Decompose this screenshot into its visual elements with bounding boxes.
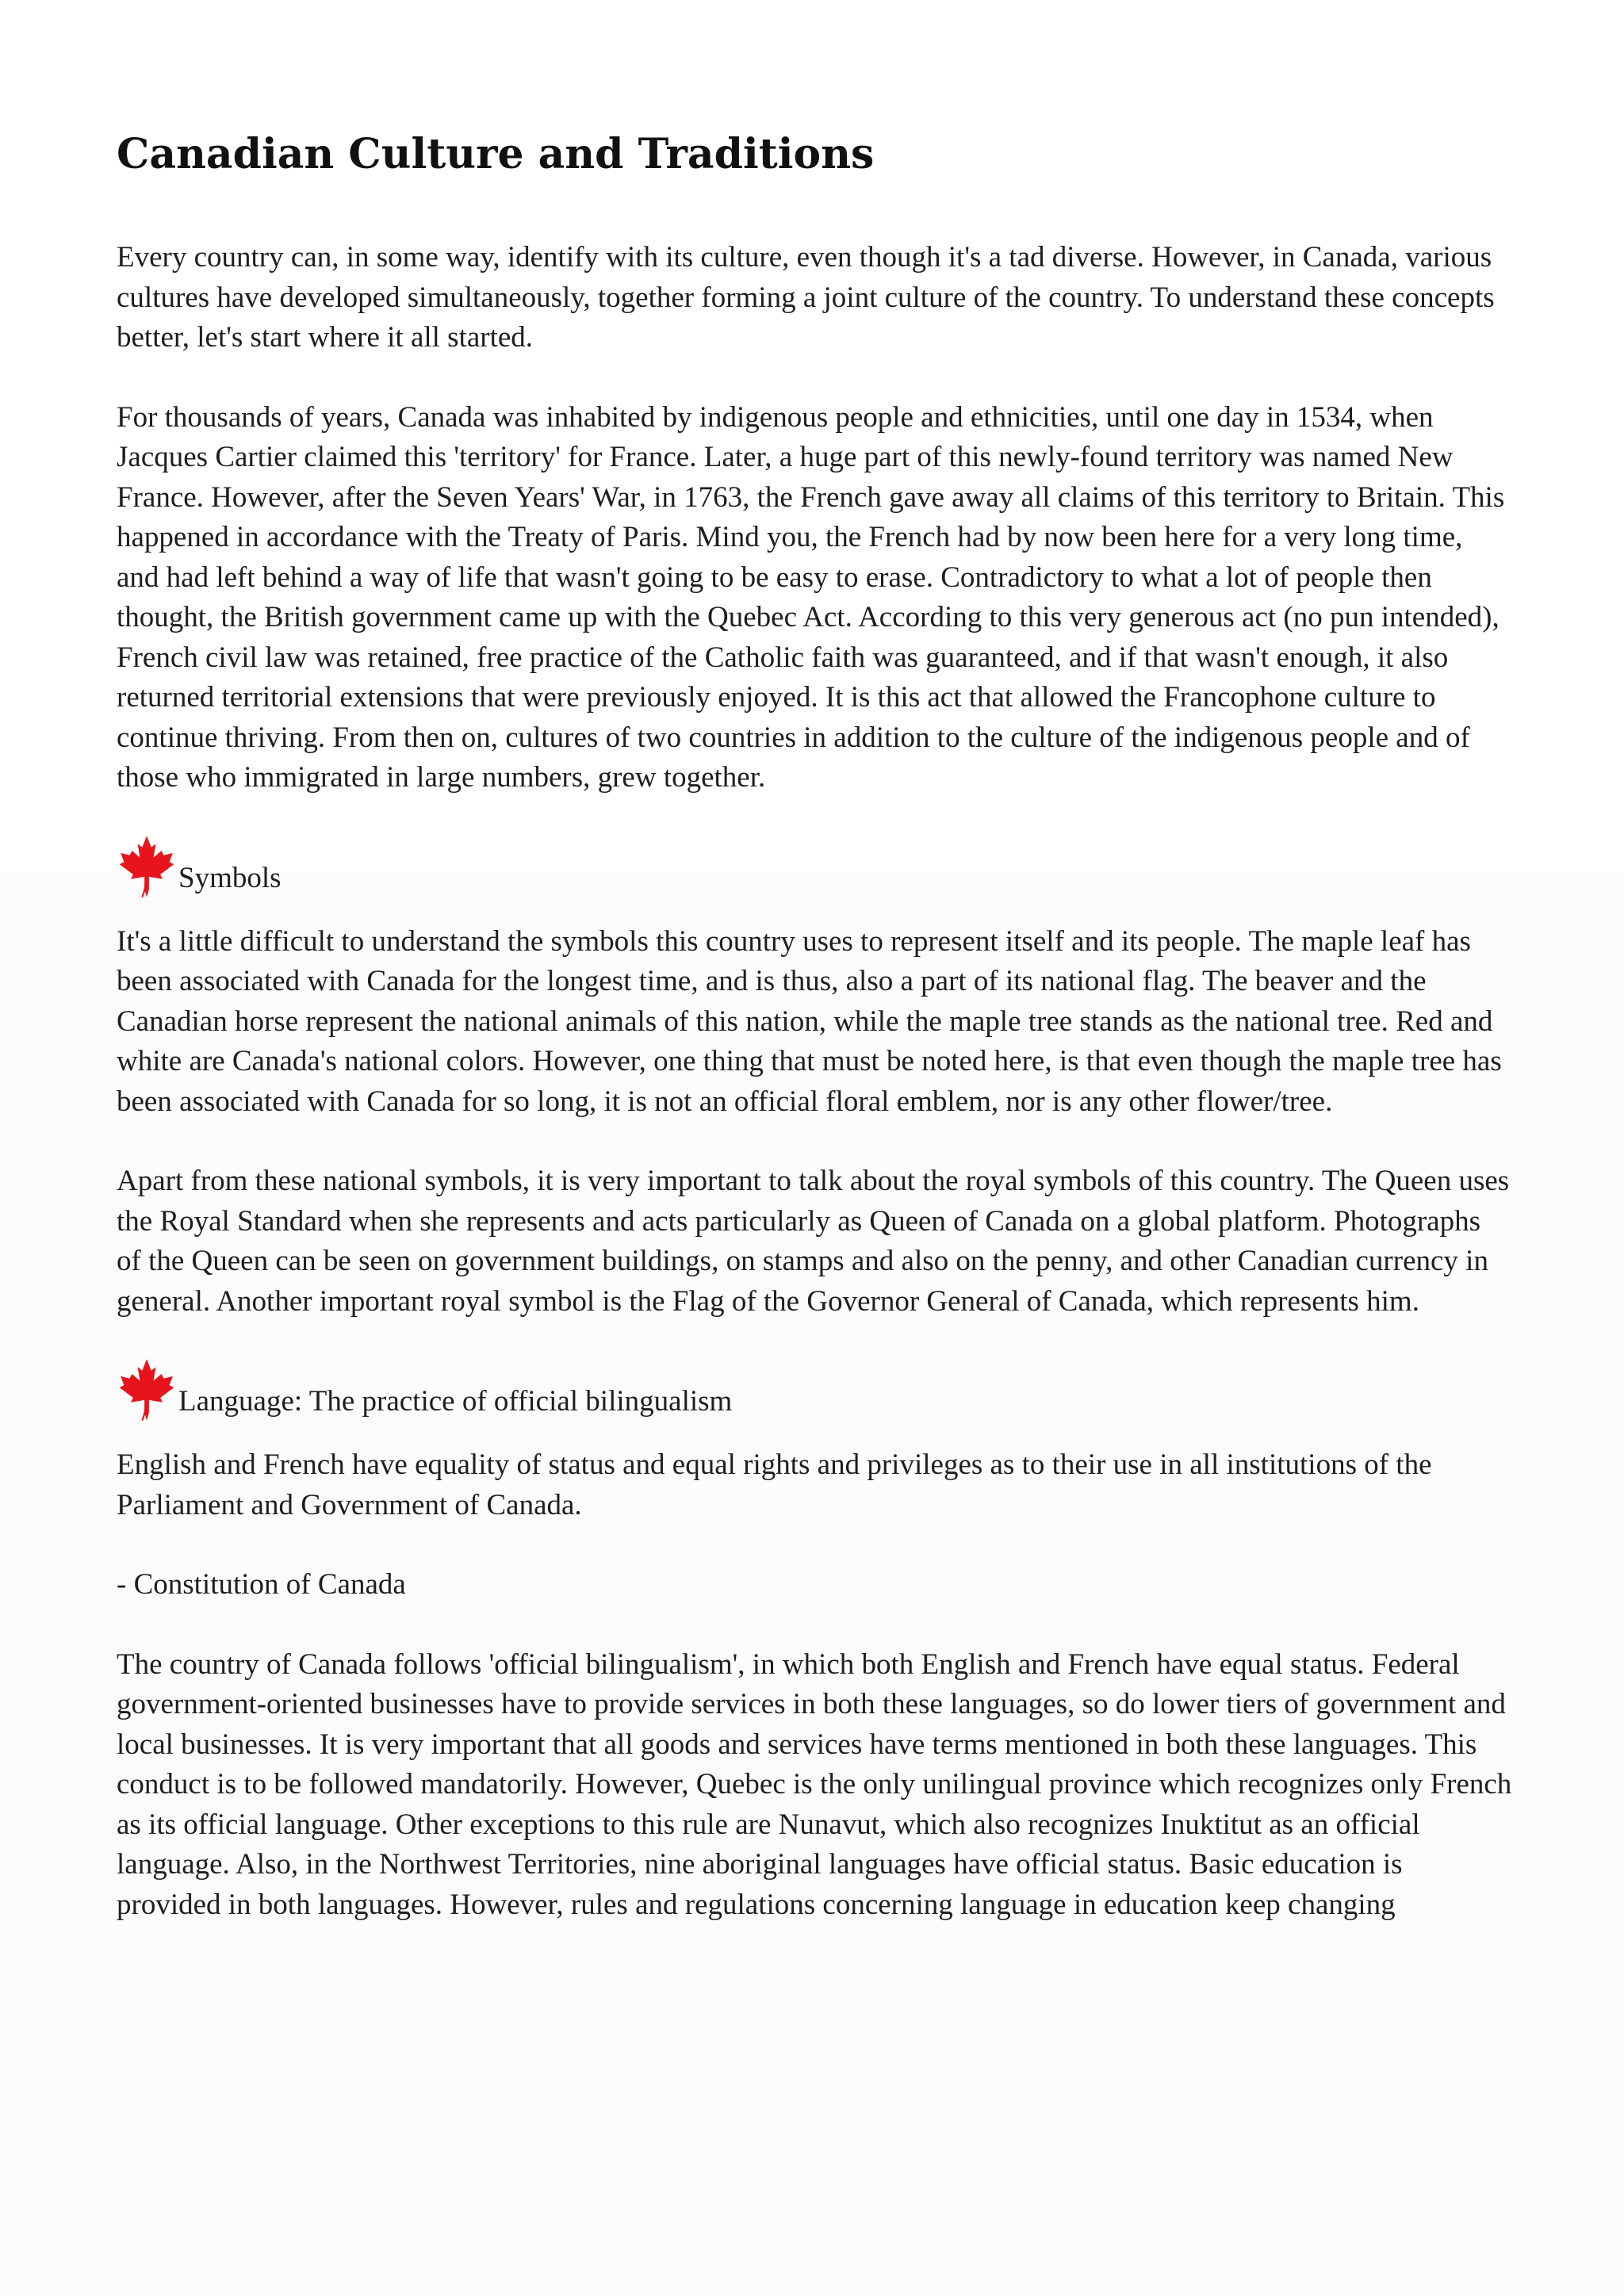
maple-leaf-icon (118, 1358, 175, 1422)
page-title: Canadian Culture and Traditions (117, 130, 875, 178)
intro-paragraph-2: For thousands of years, Canada was inhabited by indigenous people and ethnicities, until one day in 1534, when Jacques Cartier claimed this 'territory' for France. Later, a huge part of this newly-found territory was named New France. However, after the Seven Years' War, in 1763, the French gave away all claims of this territory to Britain. This happened in accordance with the Treaty of Paris. Mind you, the French had by now been here for a very long time, and had left behind a way of life that wasn't going to be easy to erase. Contradictory to what a lot of people then thought, the British government came up with the Quebec Act. According to this very generous act (no pun intended), French civil law was retained, free practice of the Catholic faith was guaranteed, and if that wasn't enough, it also returned territorial extensions that were previously enjoyed. It is this act that allowed the Francophone culture to continue thriving. From then on, cultures of two countries in addition to the culture of the indigenous people and of those who immigrated in large numbers, grew together. (117, 400, 1505, 794)
language-quote: English and French have equality of status and equal rights and privileges as to their use in all institutions of the Parliament and Government of Canada. (117, 1448, 1432, 1521)
section-heading-symbols (117, 835, 1512, 898)
section-heading-language (117, 1358, 1512, 1422)
maple-leaf-icon (118, 835, 175, 898)
symbols-paragraph-1: It's a little difficult to understand the symbols this country uses to represent itself and its people. The maple leaf has been associated with Canada for the longest time, and is thus, also a part of its national flag. The beaver and the Canadian horse represent the national animals of this nation, while the maple tree stands as the national tree. Red and white are Canada's national colors. However, one thing that must be noted here, is that even though the maple tree has been associated with Canada for so long, it is not an official floral emblem, nor is any other flower/tree. (117, 924, 1502, 1118)
symbols-paragraph-2: Apart from these national symbols, it is very important to talk about the royal symbols of this country. The Queen uses the Royal Standard when she represents and acts particularly as Queen of Canada on a global platform. Photographs of the Queen can be seen on government buildings, on stamps and also on the penny, and other Canadian currency in general. Another important royal symbol is the Flag of the Governor General of Canada, which represents him. (117, 1165, 1510, 1318)
article-content (117, 119, 1512, 1925)
intro-paragraph-1: Every country can, in some way, identify with its culture, even though it's a tad diverse. However, in Canada, various cultures have developed simultaneously, together forming a joint culture of the country. To understand these concepts better, let's start where it all started. (117, 241, 1495, 354)
section-heading-label: Language: The practice of official bilingualism (178, 1385, 733, 1418)
section-heading-label: Symbols (178, 861, 282, 894)
language-quote-attribution: - Constitution of Canada (117, 1568, 406, 1601)
language-paragraph: The country of Canada follows 'official bilingualism', in which both English and French have equal status. Federal government-oriented businesses have to provide services in both these languages, so do lower tiers of government and local businesses. It is very important that all goods and services have terms mentioned in both these languages. This conduct is to be followed mandatorily. However, Quebec is the only unilingual province which recognizes only French as its official language. Other exceptions to this rule are Nunavut, which also recognizes Inuktitut as an official language. Also, in the Northwest Territories, nine aboriginal languages have official status. Basic education is provided in both languages. However, rules and regulations concerning language in education keep changing (117, 1647, 1512, 1921)
